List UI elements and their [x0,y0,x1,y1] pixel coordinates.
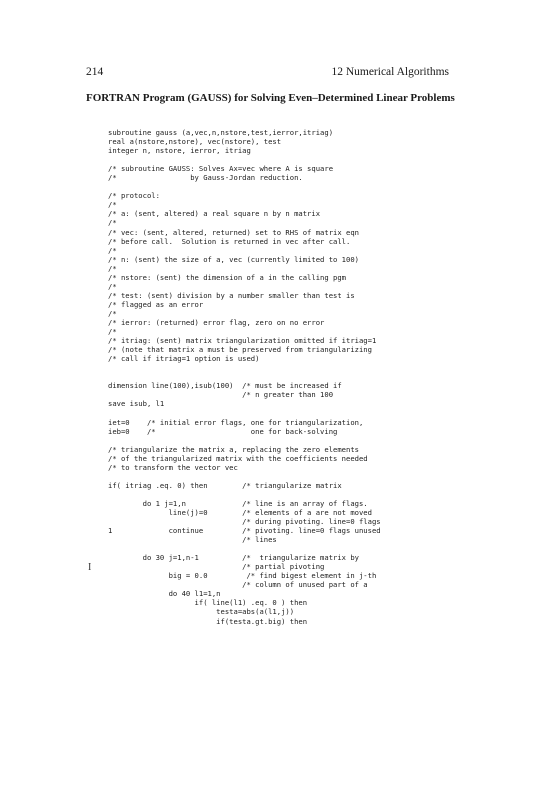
code-line: line(j)=0 /* elements of a are not moved [108,507,372,517]
code-line: iet=0 /* initial error flags, one for triangularization, [108,417,364,427]
chapter-heading: 12 Numerical Algorithms [331,66,449,78]
code-line: /* of the triangularized matrix with the coefficients needed [108,453,368,463]
code-line: /* [108,200,117,210]
code-line: ieb=0 /* one for back-solving [108,426,338,436]
code-line [108,372,381,381]
code-line: /* column of unused part of a [108,580,368,590]
page-number: 214 [86,66,104,78]
code-line: /* nstore: (sent) the dimension of a in the calling pgm [108,272,346,282]
code-line: /* call if itriag=1 option is used) [108,354,260,364]
code-listing [108,128,381,626]
code-line: /* itriag: (sent) matrix triangularization omitted if itriag=1 [108,336,377,346]
code-line: /* (note that matrix a must be preserved from triangularizing [108,345,372,355]
code-line: /* by Gauss-Jordan reduction. [108,173,303,183]
code-line: if( line(l1) .eq. 0 ) then [108,598,308,608]
code-line: /* [108,263,117,273]
code-line: testa=abs(a(l1,j)) [108,607,295,617]
code-line: do 30 j=1,n-1 /* triangularize matrix by [108,553,359,563]
code-line: /* during pivoting. line=0 flags [108,517,381,527]
code-line [108,544,381,553]
code-line: /* subroutine GAUSS: Solves Ax=vec where A is square [108,164,334,174]
code-line: do 40 l1=1,n [108,589,221,599]
margin-mark: I [88,562,92,573]
code-line [108,155,381,164]
code-line [108,363,381,372]
code-line: subroutine gauss (a,vec,n,nstore,test,ierror,itriag) [108,128,334,137]
code-line: /* triangularize the matrix a, replacing the zero elements [108,444,359,454]
code-line [108,436,381,445]
code-line: /* [108,327,117,337]
code-line: /* vec: (sent, altered, returned) set to RHS of matrix eqn [108,227,359,237]
code-line: /* n: (sent) the size of a, vec (currently limited to 100) [108,254,359,264]
code-line [108,408,381,417]
section-title: FORTRAN Program (GAUSS) for Solving Even–Determined Linear Problems [86,92,455,104]
code-line: do 1 j=1,n /* line is an array of flags. [108,498,368,508]
code-line: /* protocol: [108,191,160,201]
code-line: save isub, l1 [108,399,165,409]
code-line [108,182,381,191]
code-line: 1 continue /* pivoting. line=0 flags unused [108,526,381,536]
code-line: /* [108,245,117,255]
code-line: /* n greater than 100 [108,390,334,400]
code-line: /* flagged as an error [108,299,204,309]
code-line: /* to transform the vector vec [108,462,238,472]
code-line: /* test: (sent) division by a number smaller than test is [108,290,355,300]
code-line: /* ierror: (returned) error flag, zero on no error [108,317,325,327]
code-line: /* [108,218,117,228]
code-line [108,472,381,481]
code-line: /* before call. Solution is returned in vec after call. [108,236,351,246]
code-line [108,490,381,499]
code-line: dimension line(100),isub(100) /* must be increased if [108,381,342,391]
code-line: /* a: (sent, altered) a real square n by n matrix [108,209,321,219]
code-line: /* [108,281,117,291]
code-line: if(testa.gt.big) then [108,616,308,626]
code-line: /* [108,308,117,318]
code-line: /* lines [108,535,277,545]
code-line: if( itriag .eq. 0) then /* triangularize matrix [108,480,342,490]
code-line: /* partial pivoting [108,562,325,572]
code-line: integer n, nstore, ierror, itriag [108,146,251,156]
code-line: big = 0.0 /* find bigest element in j-th [108,571,377,581]
code-line: real a(nstore,nstore), vec(nstore), test [108,137,282,147]
